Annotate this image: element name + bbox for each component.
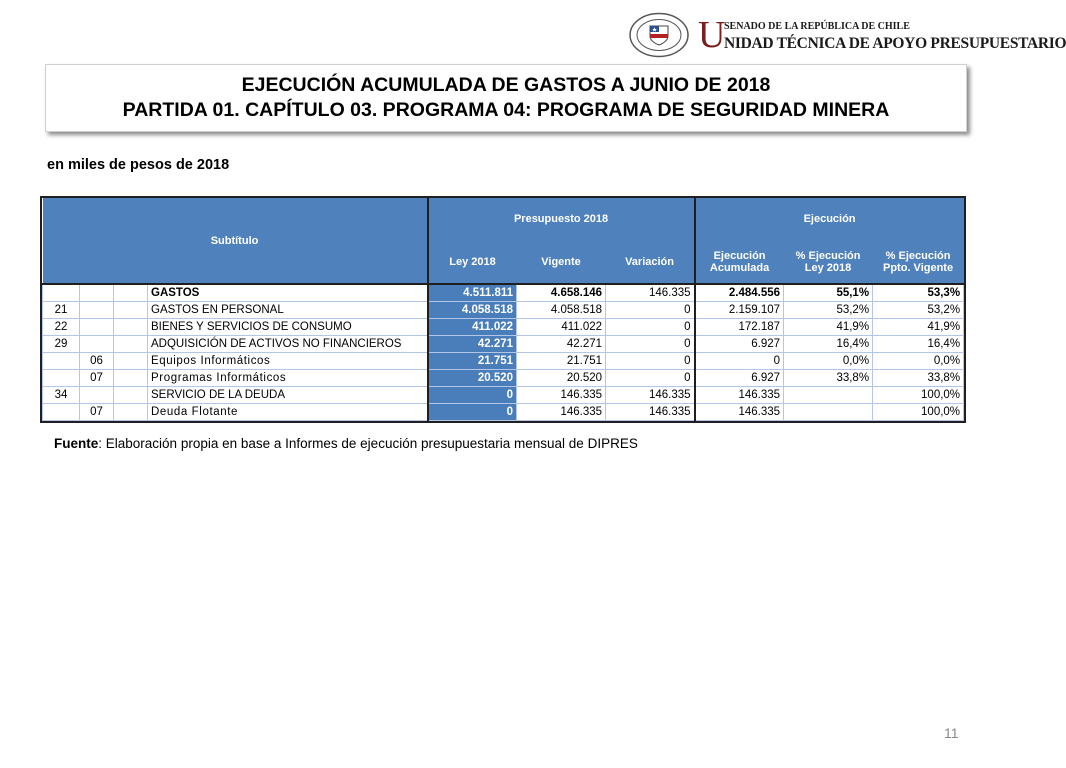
header-ejec-acumulada: Ejecución Acumulada (695, 240, 784, 284)
header-ley: Ley 2018 (428, 240, 517, 284)
table-row: GASTOS 4.511.811 4.658.146 146.335 2.484.556 55,1% 53,3% (43, 284, 964, 302)
header-vigente: Vigente (517, 240, 606, 284)
source-footnote (54, 436, 638, 451)
table-row: 07 Deuda Flotante 0 146.335 146.335 146.335 100,0% (43, 404, 964, 421)
header-subtitulo: Subtítulo (43, 198, 428, 284)
table-row: 07 Programas Informáticos 20.520 20.520 0 6.927 33,8% 33,8% (43, 370, 964, 387)
header-variacion: Variación (606, 240, 695, 284)
title-line-1: EJECUCIÓN ACUMULADA DE GASTOS A JUNIO DE 2018 (241, 74, 771, 96)
footnote-label: Fuente (54, 436, 99, 451)
page-number: 11 (944, 725, 959, 741)
senado-logo (628, 12, 1066, 60)
table-row: 34 SERVICIO DE LA DEUDA 0 146.335 146.335 146.335 100,0% (43, 387, 964, 404)
header-pct-ley: % Ejecución Ley 2018 (784, 240, 873, 284)
units-note: en miles de pesos de 2018 (47, 157, 230, 173)
logo-unit-name: NIDAD TÉCNICA DE APOYO PRESUPUESTARIO (724, 35, 1066, 52)
logo-initial: U (698, 14, 726, 56)
header-ejecucion-group: Ejecución (695, 198, 964, 240)
title-box (45, 64, 967, 132)
table-row: 22 BIENES Y SERVICIOS DE CONSUMO 411.022 411.022 0 172.187 41,9% 41,9% (43, 319, 964, 336)
logo-senado-text: SENADO DE LA REPÚBLICA DE CHILE (724, 21, 910, 32)
title-line-2: PARTIDA 01. CAPÍTULO 03. PROGRAMA 04: PROGRAMA DE SEGURIDAD MINERA (122, 99, 890, 121)
senate-seal-icon (628, 12, 690, 58)
header-presupuesto: Presupuesto 2018 (428, 198, 695, 240)
table-row: 21 GASTOS EN PERSONAL 4.058.518 4.058.518 0 2.159.107 53,2% 53,2% (43, 302, 964, 319)
footnote-text: : Elaboración propia en base a Informes de ejecución presupuestaria mensual de DIPRES (98, 436, 638, 451)
header-pct-vigente: % Ejecución Ppto. Vigente (873, 240, 964, 284)
table-row: 06 Equipos Informáticos 21.751 21.751 0 0 0,0% 0,0% (43, 353, 964, 370)
budget-execution-table (42, 198, 964, 421)
table-row: 29 ADQUISICIÓN DE ACTIVOS NO FINANCIEROS 42.271 42.271 0 6.927 16,4% 16,4% (43, 336, 964, 353)
